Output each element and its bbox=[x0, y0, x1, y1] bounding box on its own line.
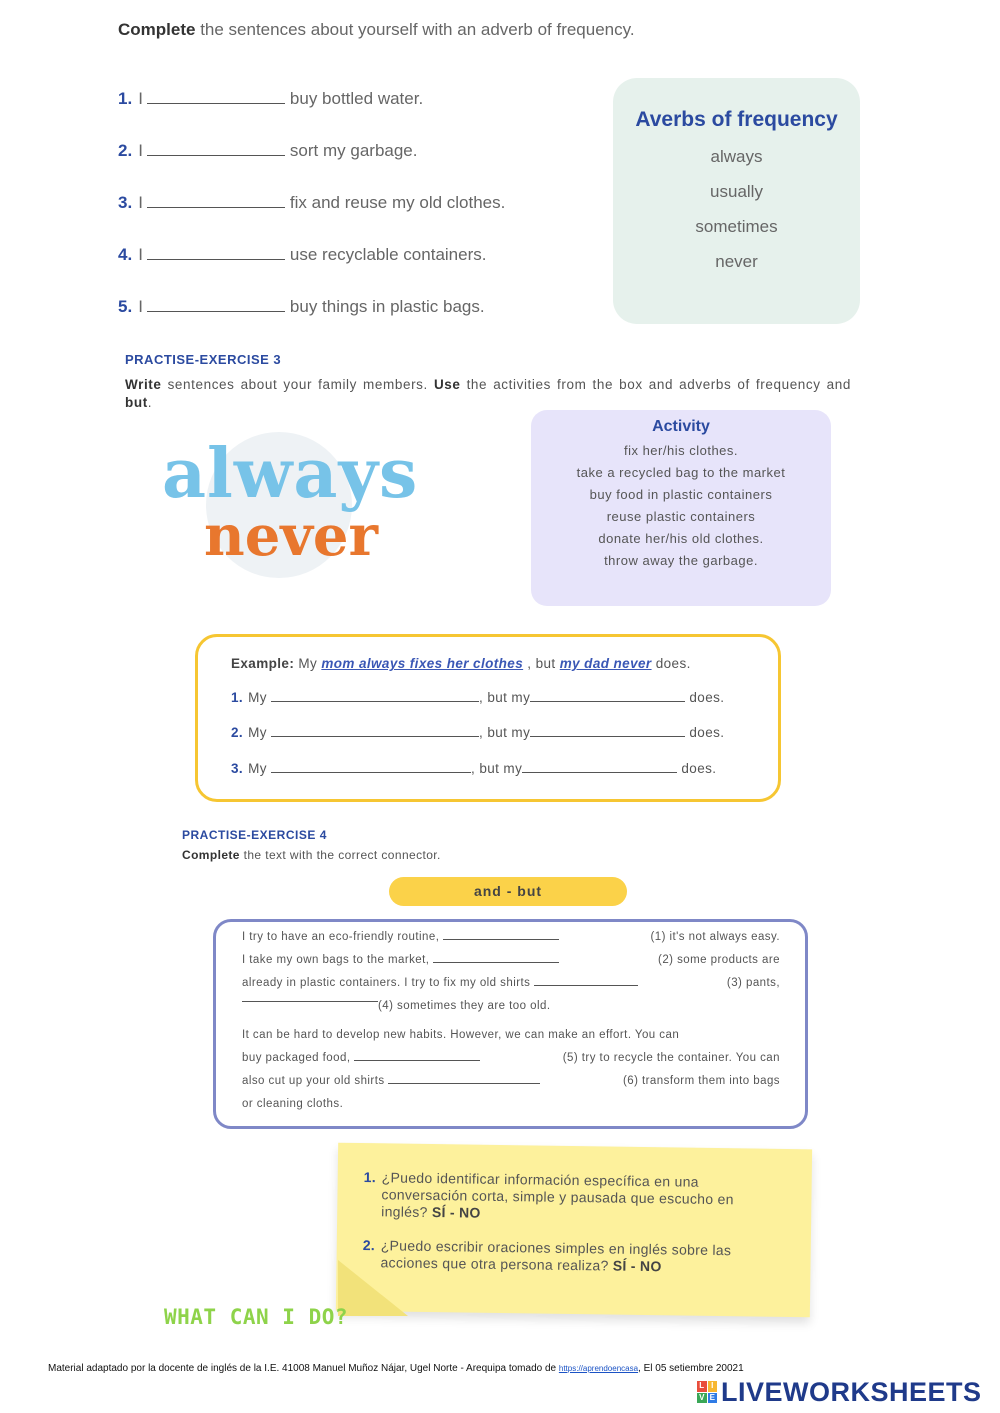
answer-blank[interactable] bbox=[147, 154, 285, 156]
text-line: (4) sometimes they are too old. bbox=[242, 1000, 780, 1012]
frequency-word: always bbox=[710, 147, 763, 166]
liveworksheets-logo bbox=[697, 1376, 982, 1407]
answer-blank[interactable] bbox=[147, 206, 285, 208]
self-check-note bbox=[336, 1143, 812, 1318]
activity-item: take a recycled bag to the market bbox=[576, 465, 786, 480]
exercise4-heading: PRACTISE-EXERCISE 4 bbox=[182, 828, 327, 842]
activity-item: buy food in plastic containers bbox=[589, 487, 773, 502]
frequency-word: sometimes bbox=[695, 217, 778, 236]
connector-text-box bbox=[213, 919, 808, 1129]
activity-box bbox=[531, 410, 831, 606]
sentence-line: 3. My , but my does. bbox=[231, 761, 717, 776]
activity-item: donate her/his old clothes. bbox=[598, 531, 764, 546]
source-link[interactable]: https://aprendoencasa bbox=[558, 1364, 639, 1373]
example-line: Example: My mom always fixes her clothes , but my dad never does. bbox=[231, 656, 691, 671]
self-check-question: 1. ¿Puedo identificar información específica en una conversación corta, simple y pausada que escucho en inglés? SÍ - NO bbox=[363, 1169, 734, 1221]
sentence-line: 1. My , but my does. bbox=[231, 690, 725, 705]
answer-blank[interactable] bbox=[433, 961, 559, 963]
liveworksheets-icon: L I V E bbox=[697, 1381, 717, 1403]
answer-blank[interactable] bbox=[271, 700, 479, 702]
self-check-question: 2. ¿Puedo escribir oraciones simples en inglés sobre las acciones que otra persona realiza? SÍ - NO bbox=[362, 1237, 732, 1275]
answer-blank[interactable] bbox=[147, 310, 285, 312]
liveworksheets-wordmark: LIVEWORKSHEETS bbox=[721, 1376, 982, 1407]
connector-options: and - but bbox=[389, 877, 627, 906]
sentence-item: 3. I fix and reuse my old clothes. bbox=[118, 193, 506, 212]
text-line: I try to have an eco-friendly routine, (1) it's not always easy. bbox=[242, 931, 780, 943]
text-line: buy packaged food, (5) try to recycle the container. You can bbox=[242, 1052, 780, 1064]
never-graphic-word: never bbox=[204, 503, 379, 569]
exercise1-instruction: Complete the sentences about yourself with an adverb of frequency. bbox=[118, 20, 635, 39]
frequency-word: never bbox=[715, 252, 758, 271]
exercise3-heading: PRACTISE-EXERCISE 3 bbox=[125, 352, 282, 367]
text-line: or cleaning cloths. bbox=[242, 1098, 344, 1110]
footer-credit: Material adaptado por la docente de inglés de la I.E. 41008 Manuel Muñoz Nájar, Ugel Norte - Arequipa tomado de https://aprendoencasa, El 05 setiembre 20021 bbox=[48, 1363, 744, 1374]
activity-item: throw away the garbage. bbox=[604, 553, 758, 568]
frequency-adverbs-box bbox=[613, 78, 860, 324]
activity-item: fix her/his clothes. bbox=[623, 443, 739, 458]
answer-blank[interactable] bbox=[271, 735, 479, 737]
answer-blank[interactable] bbox=[522, 771, 677, 773]
always-graphic-word: always bbox=[162, 434, 419, 514]
answer-blank[interactable] bbox=[388, 1082, 540, 1084]
yes-no-option[interactable]: SÍ - NO bbox=[431, 1204, 481, 1221]
answer-blank[interactable] bbox=[147, 258, 285, 260]
activity-title: Activity bbox=[652, 418, 710, 435]
sentence-item: 2. I sort my garbage. bbox=[118, 141, 418, 160]
sentence-item: 4. I use recyclable containers. bbox=[118, 245, 487, 264]
example-sentences-box bbox=[195, 634, 781, 802]
answer-blank[interactable] bbox=[271, 771, 471, 773]
answer-blank[interactable] bbox=[530, 700, 685, 702]
text-line: already in plastic containers. I try to fix my old shirts (3) pants, bbox=[242, 977, 780, 989]
yes-no-option[interactable]: SÍ - NO bbox=[612, 1257, 662, 1275]
frequency-box-title: Averbs of frequency bbox=[635, 108, 838, 131]
exercise3-instruction: Write sentences about your family members. Use the activities from the box and adverbs of frequency and but. bbox=[125, 377, 851, 410]
text-line: also cut up your old shirts (6) transform them into bags bbox=[242, 1075, 780, 1087]
answer-blank[interactable] bbox=[534, 984, 638, 986]
answer-blank[interactable] bbox=[242, 1000, 378, 1002]
frequency-word: usually bbox=[710, 182, 763, 201]
sentence-line: 2. My , but my does. bbox=[231, 725, 725, 740]
answer-blank[interactable] bbox=[443, 938, 559, 940]
answer-blank[interactable] bbox=[354, 1059, 480, 1061]
sentence-item: 1. I buy bottled water. bbox=[118, 89, 424, 108]
sentence-item: 5. I buy things in plastic bags. bbox=[118, 297, 485, 316]
answer-blank[interactable] bbox=[530, 735, 685, 737]
activity-item: reuse plastic containers bbox=[606, 509, 756, 524]
exercise4-instruction: Complete the text with the correct connector. bbox=[182, 848, 441, 862]
what-can-i-do-label: WHAT CAN I DO? bbox=[164, 1305, 349, 1329]
answer-blank[interactable] bbox=[147, 102, 285, 104]
text-line: I take my own bags to the market, (2) some products are bbox=[242, 954, 780, 966]
text-line: It can be hard to develop new habits. However, we can make an effort. You can bbox=[242, 1029, 680, 1041]
